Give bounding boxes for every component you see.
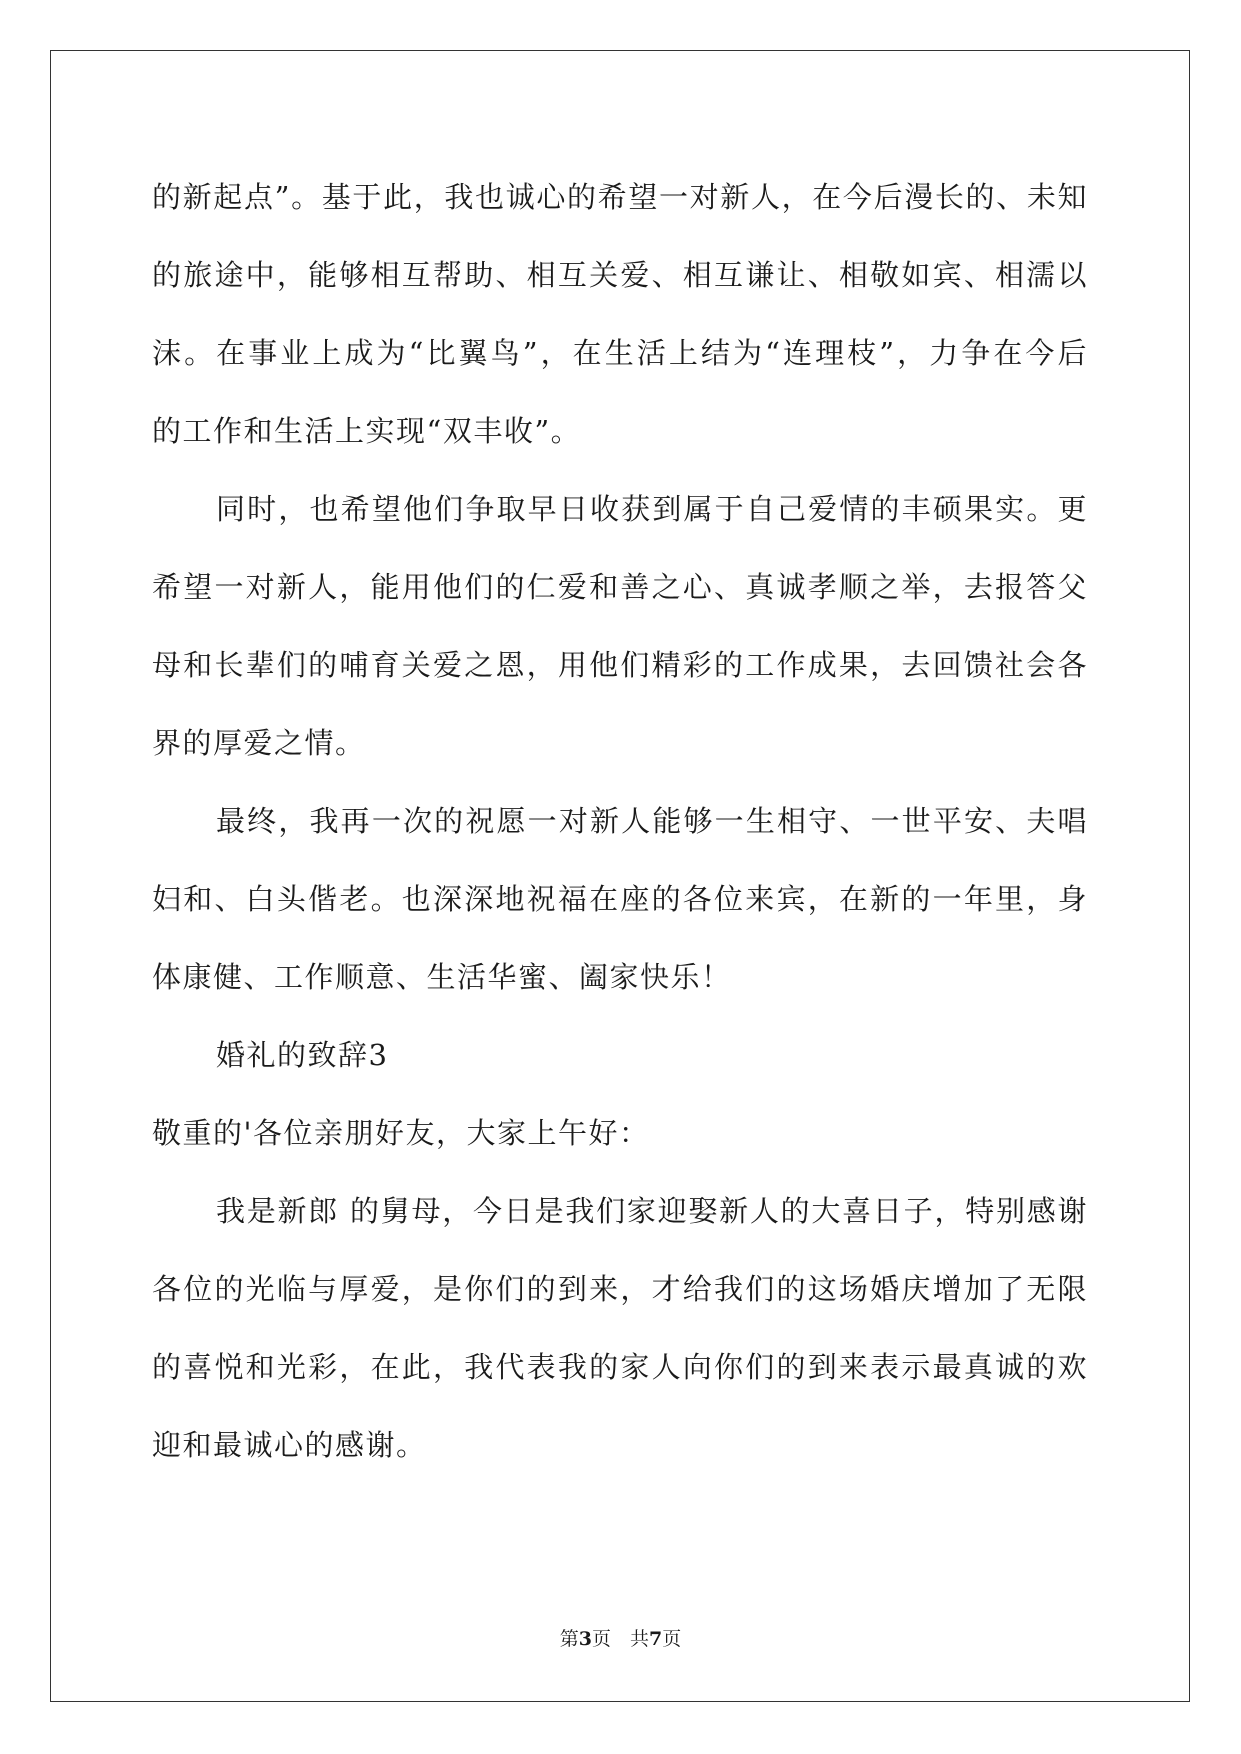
body-line: 的喜悦和光彩，在此，我代表我的家人向你们的到来表示最真诚的欢 <box>152 1350 1088 1384</box>
body-line: 沫。在事业上成为“比翼鸟”，在生活上结为“连理枝”，力争在今后 <box>152 336 1088 370</box>
body-line: 希望一对新人，能用他们的仁爱和善之心、真诚孝顺之举，去报答父 <box>152 570 1088 604</box>
body-line: 迎和最诚心的感谢。 <box>152 1428 427 1462</box>
body-line: 母和长辈们的哺育关爱之恩，用他们精彩的工作成果，去回馈社会各 <box>152 648 1088 682</box>
page-number-current: 3 <box>578 1628 592 1650</box>
salutation: 敬重的'各位亲朋好友，大家上午好： <box>152 1116 650 1150</box>
page-number-total: 7 <box>649 1628 663 1650</box>
footer-prefix: 第 <box>559 1628 579 1650</box>
paragraph-first-line: 我是新郎 的舅母，今日是我们家迎娶新人的大喜日子，特别感谢 <box>216 1194 1088 1228</box>
section-heading: 婚礼的致辞3 <box>216 1038 389 1072</box>
document-body <box>152 158 1088 1484</box>
body-line: 妇和、白头偕老。也深深地祝福在座的各位来宾，在新的一年里，身 <box>152 882 1088 916</box>
body-line: 界的厚爱之情。 <box>152 726 366 760</box>
body-line: 各位的光临与厚爱，是你们的到来，才给我们的这场婚庆增加了无限 <box>152 1272 1088 1306</box>
paragraph-first-line: 同时，也希望他们争取早日收获到属于自己爱情的丰硕果实。更 <box>216 492 1088 526</box>
body-line: 的新起点”。基于此，我也诚心的希望一对新人，在今后漫长的、未知 <box>152 180 1088 214</box>
footer-middle: 页 共 <box>591 1628 649 1650</box>
page-footer <box>0 1624 1241 1651</box>
paragraph-first-line: 最终，我再一次的祝愿一对新人能够一生相守、一世平安、夫唱 <box>216 804 1088 838</box>
footer-suffix: 页 <box>662 1628 682 1650</box>
body-line: 体康健、工作顺意、生活华蜜、阖家快乐！ <box>152 960 732 994</box>
body-line: 的工作和生活上实现“双丰收”。 <box>152 414 582 448</box>
body-line: 的旅途中，能够相互帮助、相互关爱、相互谦让、相敬如宾、相濡以 <box>152 258 1088 292</box>
